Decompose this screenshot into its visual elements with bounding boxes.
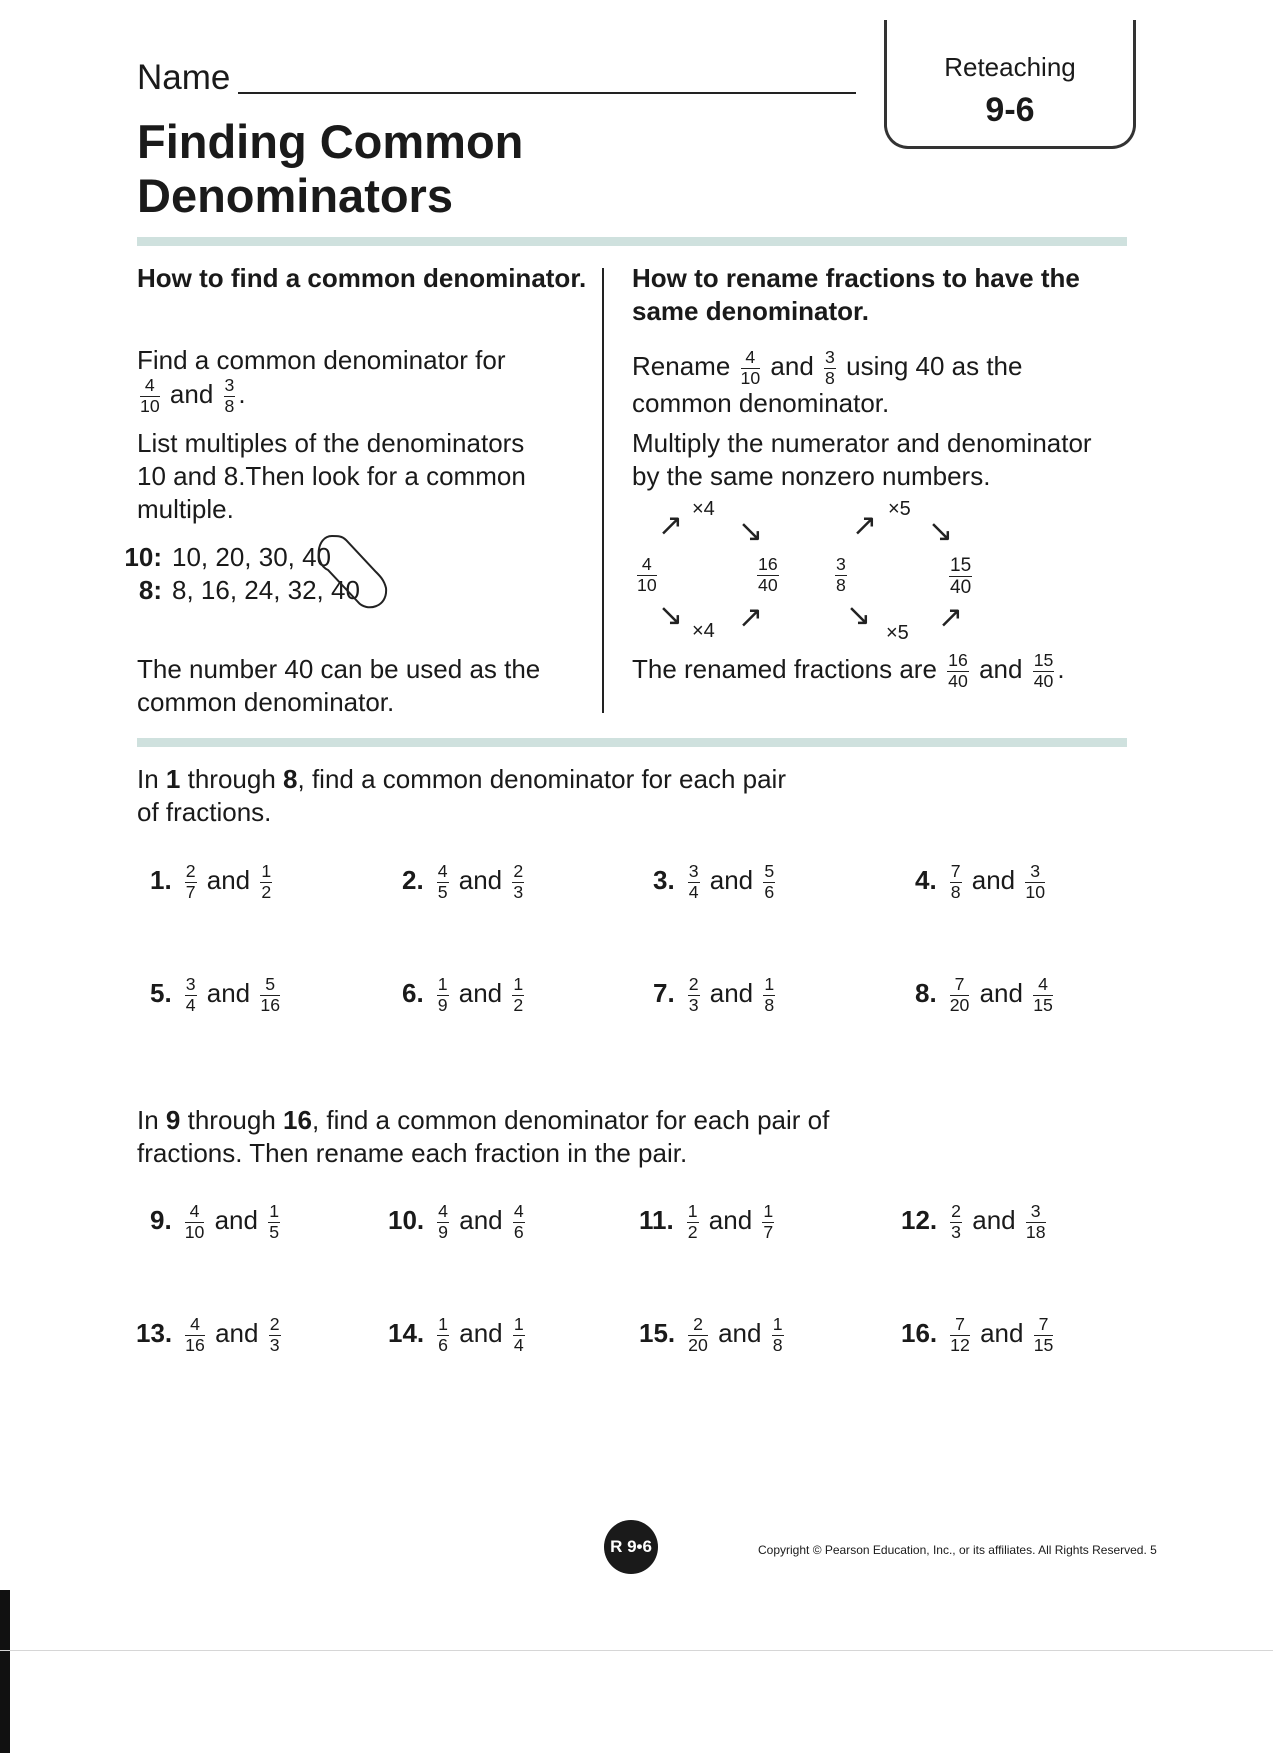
- and-word: and: [971, 865, 1016, 896]
- fraction: $\frac{7}{8}$: [950, 861, 961, 902]
- and-word: and: [215, 1318, 259, 1349]
- arrow-down-right-icon: ↘: [658, 599, 684, 632]
- arrow-up-right-icon: ↗: [658, 509, 684, 542]
- section-1-instructions: In 1 through 8, find a common denominator for each pair of fractions.: [137, 764, 786, 827]
- column-divider: [602, 268, 604, 713]
- exercise-number: 4.: [915, 865, 937, 896]
- fraction: $\frac{4}{16}$: [185, 1314, 205, 1355]
- and-word: and: [206, 865, 251, 896]
- exercise-4: [915, 863, 1048, 901]
- exercise-1: [150, 863, 275, 901]
- multiplier-bottom: ×5: [886, 622, 909, 644]
- and-word: and: [459, 1318, 503, 1349]
- fraction: $\frac{1}{2}$: [513, 974, 524, 1015]
- fraction: $\frac{4}{10}$: [184, 1201, 205, 1242]
- fraction: $\frac{1}{6}$: [438, 1314, 448, 1355]
- right-rename-text: Rename $\frac{4}{10}$ and $\frac{3}{8}$ using 40 as the common denominator.: [632, 349, 1132, 420]
- and-word: and: [458, 865, 503, 896]
- exercise-number: 11.: [639, 1205, 674, 1236]
- fraction: $\frac{1}{8}$: [764, 974, 775, 1015]
- middle-divider-band: [137, 738, 1127, 747]
- common-multiple-loop: [310, 530, 400, 610]
- fraction: $\frac{3}{8}$: [224, 375, 235, 416]
- fraction: $\frac{1}{9}$: [437, 974, 448, 1015]
- multiplier-top: ×5: [888, 498, 911, 520]
- exercise-number: 1.: [150, 865, 172, 896]
- exercise-number: 15.: [639, 1318, 676, 1349]
- copyright-notice: Copyright © Pearson Education, Inc., or its affiliates. All Rights Reserved. 5: [758, 1543, 1157, 1557]
- exercise-number: 12.: [901, 1205, 938, 1236]
- fraction: $\frac{4}{10}$: [740, 347, 761, 388]
- fraction: $\frac{1}{2}$: [261, 861, 272, 902]
- fraction: $\frac{2}{3}$: [513, 861, 524, 902]
- and-word: and: [980, 1318, 1024, 1349]
- left-list-text: List multiples of the denominators 10 and 8.Then look for a common multiple.: [137, 428, 526, 524]
- exercise-3: [653, 863, 778, 901]
- multiplier-bottom: ×4: [692, 620, 715, 642]
- exercise-6: [402, 976, 527, 1014]
- exercise-7: [653, 976, 778, 1014]
- page-badge: R 9•6: [604, 1520, 658, 1574]
- fraction: $\frac{4}{6}$: [513, 1201, 524, 1242]
- fraction: $\frac{5}{6}$: [764, 861, 775, 902]
- and-word: and: [718, 1318, 762, 1349]
- arrow-up-right-icon: ↗: [738, 601, 764, 634]
- arrow-down-right-icon: ↘: [928, 515, 954, 548]
- page-title: [137, 115, 523, 223]
- rename-diagram-2: [828, 498, 998, 648]
- multiples-row-10: 10: 10, 20, 30, 40: [124, 542, 332, 572]
- top-divider-band: [137, 237, 1127, 246]
- right-result: The renamed fractions are $\frac{16}{40}$ and $\frac{15}{40}$ .: [632, 650, 1065, 691]
- fraction: $\frac{3}{10}$: [1025, 861, 1046, 902]
- fraction: $\frac{5}{16}$: [260, 974, 281, 1015]
- scan-edge: [0, 1590, 10, 1753]
- fraction: $\frac{1}{8}$: [772, 1314, 783, 1355]
- exercise-number: 10.: [388, 1205, 425, 1236]
- exercise-number: 7.: [653, 978, 675, 1009]
- exercise-13: [136, 1316, 284, 1354]
- fraction-to: 15 40: [950, 555, 972, 599]
- fraction: $\frac{4}{9}$: [438, 1201, 448, 1242]
- left-intro: [137, 344, 577, 415]
- fraction-to: 16 40: [758, 554, 778, 595]
- exercise-number: 9.: [150, 1205, 172, 1236]
- fraction: $\frac{2}{3}$: [951, 1201, 961, 1242]
- and-word: and: [206, 978, 251, 1009]
- exercise-number: 5.: [150, 978, 172, 1009]
- exercise-number: 6.: [402, 978, 424, 1009]
- and-word: and: [709, 865, 754, 896]
- exercise-15: [639, 1316, 787, 1354]
- page-bottom-rule: [0, 1650, 1273, 1651]
- fraction: $\frac{1}{4}$: [513, 1314, 524, 1355]
- exercise-number: 16.: [901, 1318, 938, 1349]
- fraction: $\frac{4}{15}$: [1033, 974, 1053, 1015]
- multiplier-top: ×4: [692, 498, 715, 520]
- exercise-16: [901, 1316, 1056, 1354]
- fraction: $\frac{16}{40}$: [948, 650, 968, 691]
- fraction: $\frac{1}{5}$: [269, 1201, 280, 1242]
- right-multiply-text: Multiply the numerator and denominator by the same nonzero numbers.: [632, 428, 1092, 491]
- exercise-8: [915, 976, 1056, 1014]
- page-title-line-1: Finding Common: [137, 115, 524, 168]
- multiples-row-8: 8: 8, 16, 24, 32, 40: [138, 575, 360, 605]
- lesson-badge: [884, 20, 1136, 149]
- exercise-5: [150, 976, 283, 1014]
- exercise-number: 13.: [136, 1318, 173, 1349]
- right-heading: How to rename fractions to have the same denominator.: [632, 263, 1080, 326]
- arrow-up-right-icon: ↗: [852, 509, 878, 542]
- exercise-number: 3.: [653, 865, 675, 896]
- fraction-from: 3 8: [836, 554, 846, 595]
- arrow-down-right-icon: ↘: [846, 599, 872, 632]
- and-word: and: [979, 978, 1023, 1009]
- and-word: and: [709, 978, 754, 1009]
- fraction: $\frac{1}{2}$: [687, 1201, 698, 1242]
- lesson-badge-number: 9-6: [985, 91, 1035, 129]
- left-intro-line: Find a common denominator for: [137, 345, 506, 375]
- fraction: $\frac{2}{20}$: [688, 1314, 708, 1355]
- arrow-down-right-icon: ↘: [738, 515, 764, 548]
- left-intro-fractions: $\frac{4}{10}$ and $\frac{3}{8}$ .: [140, 375, 246, 416]
- exercise-11: [639, 1203, 777, 1241]
- right-rename-line: Rename $\frac{4}{10}$ and $\frac{3}{8}$ using 40 as the: [632, 347, 1023, 388]
- exercise-number: 8.: [915, 978, 937, 1009]
- and-word: and: [458, 978, 503, 1009]
- fraction: $\frac{3}{4}$: [688, 861, 699, 902]
- page-title-line-2: Denominators: [137, 169, 453, 222]
- and-word: and: [459, 1205, 503, 1236]
- section-2-instructions: In 9 through 16, find a common denominator for each pair of fractions. Then rename each fraction in the pair.: [137, 1105, 830, 1168]
- fraction: $\frac{7}{12}$: [950, 1314, 970, 1355]
- name-label: Name: [137, 58, 231, 97]
- exercise-number: 14.: [388, 1318, 425, 1349]
- fraction: $\frac{3}{8}$: [825, 347, 835, 388]
- exercise-2: [402, 863, 527, 901]
- exercise-9: [150, 1203, 283, 1241]
- left-conclusion: The number 40 can be used as the common denominator.: [137, 654, 541, 717]
- fraction: $\frac{2}{3}$: [269, 1314, 280, 1355]
- rename-diagram-1: [630, 498, 790, 648]
- fraction: $\frac{2}{3}$: [688, 974, 699, 1015]
- fraction: $\frac{4}{10}$: [140, 375, 160, 416]
- fraction: $\frac{1}{7}$: [763, 1201, 774, 1242]
- fraction: $\frac{3}{18}$: [1025, 1201, 1046, 1242]
- exercise-12: [901, 1203, 1049, 1241]
- fraction-from: 4 10: [637, 554, 657, 595]
- fraction: $\frac{7}{20}$: [949, 974, 970, 1015]
- fraction: $\frac{4}{5}$: [437, 861, 448, 902]
- exercise-number: 2.: [402, 865, 424, 896]
- fraction: $\frac{15}{40}$: [1033, 650, 1054, 691]
- left-heading: How to find a common denominator.: [137, 263, 587, 293]
- fraction: $\frac{7}{15}$: [1033, 1314, 1054, 1355]
- lesson-badge-label: Reteaching: [944, 52, 1076, 82]
- arrow-up-right-icon: ↗: [938, 601, 964, 634]
- and-word: and: [214, 1205, 258, 1236]
- fraction: $\frac{2}{7}$: [185, 861, 196, 902]
- exercise-14: [388, 1316, 528, 1354]
- and-word: and: [972, 1205, 1016, 1236]
- fraction: $\frac{3}{4}$: [185, 974, 196, 1015]
- exercise-10: [388, 1203, 528, 1241]
- and-word: and: [708, 1205, 753, 1236]
- name-line: [238, 92, 856, 94]
